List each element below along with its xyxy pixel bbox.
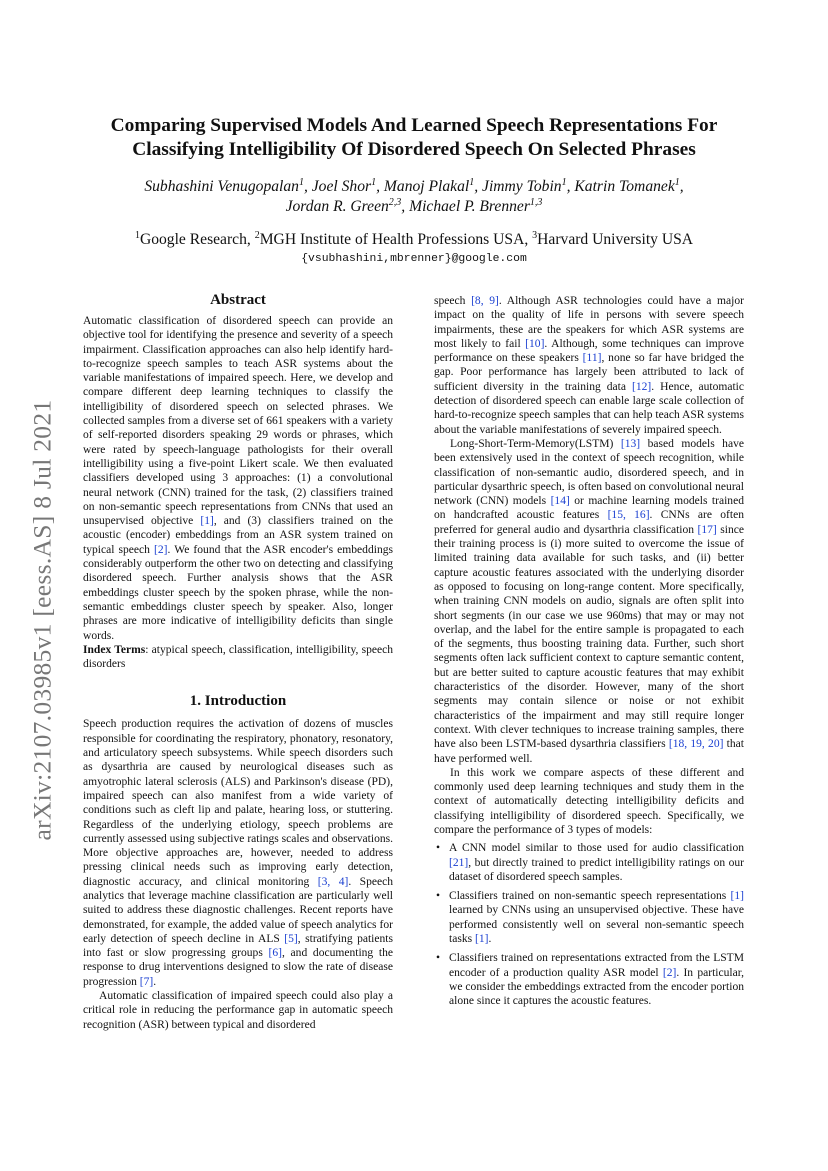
author: Jimmy Tobin$^1$, — [482, 176, 575, 195]
abstract-text: Automatic classification of disordered speech can provide an objective tool for identifying the presence and severity of a speech impairment. Classification approaches can also help identify hard-to-recognize speech samples to teach ASR systems about the variable manifestations of impaired speech. Here, we develop and compare different deep learning techniques to classify the intelligibility of disordered speech on selected phrases. We collected samples from a diverse set of 661 speakers with a variety of self-reported disorders speaking 29 words or phrases, which were rated by speech-language pathologists for their overall intelligibility using a five-point Likert scale. We then evaluated classifiers developed using 3 approaches: (1) a convolutional neural network (CNN) trained for the task, (2) classifiers trained on non-semantic speech representations from CNNs that used an unsupervised objective [1], and (3) classifiers trained on the acoustic (encoder) embeddings from an ASR system trained on typical speech [2]. We found that the ASR encoder's embeddings considerably outperform the other two on detecting and classifying disordered speech. Further analysis shows that the ASR embeddings cluster speech by the spoken phrase, while the non-semantic embeddings cluster speech by speaker. Also, longer phrases are more indicative of intelligibility deficits than single words. — [83, 315, 393, 642]
intro-paragraph-4: In this work we compare aspects of these different and commonly used deep learning techniques and study them in the context of automatically detecting intelligibility deficits and classifying intelligibility of disordered speech. Specifically, we compare the performance of 3 types of models: — [434, 766, 744, 836]
right-column — [434, 294, 744, 1014]
author-list — [80, 177, 748, 217]
citation-link[interactable]: [2] — [154, 543, 168, 556]
citation-link[interactable]: [5] — [284, 932, 298, 945]
author: Jordan R. Green$^{2,3}$, — [285, 196, 410, 215]
intro-paragraph-2b: speech [8, 9]. Although ASR technologies could have a major impact on the quality of life in persons with severe speech impairments, these are the speakers for which ASR systems are most likely to fail [10]. Although, some techniques can improve performance on these speakers [11], none so far have bridged the gap. Poor performance has largely been attributed to lack of sufficient diversity in the training data [12]. Hence, automatic detection of disordered speech can enable large scale collection of hard-to-recognize speech samples that can help teach ASR systems about the variable manifestations of severely impaired speech. — [434, 295, 744, 436]
author-line-1 — [80, 177, 748, 197]
intro-heading: 1. Introduction — [189, 693, 287, 710]
citation-link[interactable]: [21] — [449, 856, 469, 869]
arxiv-id[interactable]: arXiv:2107.03985v1 [eess.AS] 8 Jul 2021 — [27, 399, 57, 841]
citation-link[interactable]: [17] — [697, 523, 717, 536]
citation-link[interactable]: [7] — [139, 975, 154, 988]
affiliations: $^1$Google Research, $^2$MGH Institute of Health Professions USA, $^3$Harvard University USA — [134, 229, 694, 248]
author: Michael P. Brenner$^{1,3}$ — [409, 196, 543, 215]
citation-link[interactable]: [12] — [631, 380, 652, 393]
citation-link[interactable]: [14] — [550, 495, 570, 508]
citation-link[interactable]: [2] — [662, 966, 677, 979]
citation-link[interactable]: [11] — [582, 352, 602, 365]
list-item: • A CNN model similar to those used for audio classification [21], but directly trained to predict intelligibility ratings on our dataset of disordered speech samples. — [434, 841, 744, 884]
citation-link[interactable]: [3, 4] — [317, 875, 349, 888]
abstract-heading: Abstract — [210, 292, 266, 308]
citation-link[interactable]: [13] — [620, 437, 641, 450]
author: Joel Shor$^1$, — [311, 176, 384, 195]
citation-link[interactable]: [8, 9] — [471, 295, 499, 307]
arxiv-stamp — [22, 380, 62, 860]
author-line-2 — [80, 197, 748, 217]
contact-email[interactable]: {vsubhashini,mbrenner}@google.com — [301, 253, 527, 265]
citation-link[interactable]: [1] — [730, 890, 744, 903]
left-column — [83, 290, 393, 1032]
author: Subhashini Venugopalan$^1$, — [144, 176, 312, 195]
author: Katrin Tomanek$^1$, — [574, 176, 684, 195]
list-item: • Classifiers trained on representations extracted from the LSTM encoder of a production quality ASR model [2]. In particular, we consider the embeddings extracted from the encoder portion alone since it captures the acoustic features. — [434, 951, 744, 1008]
intro-paragraph-3: Long-Short-Term-Memory(LSTM) [13] based models have been extensively used in the context of speech recognition, while classification of non-semantic audio, disordered speech, and in particular dysarthric speech, is often based on convolutional neural network (CNN) models [14] or machine learning models trained on handcrafted acoustic features [15, 16]. CNNs are often preferred for general audio and dysarthria classification [17] since their training process is (i) more suited to overcome the issue of limited training data available for such tasks, and (ii) better capture acoustic features associated with the underlying disorder as opposed to focusing on long-range content. More specifically, when training CNN models on audio, signals are often split into short segments (in our case we use 960ms) that may or may not overlap, and the label for the entire sample is propagated to each of the segments, thus boosting training data. Further, such short segments often lack sufficient context to capture semantic content, but are better suited to capture acoustic features that may exhibit characteristics of the disorder. However, many of the short segments may contain silence or noise or not exhibit characteristics of the impairment and may still require longer context. With clever techniques to increase training samples, there have also been LSTM-based dysarthria classifiers [18, 19, 20] that have performed well. — [434, 437, 745, 765]
citation-link[interactable]: [1] — [200, 515, 214, 528]
citation-link[interactable]: [6] — [268, 947, 282, 960]
paper-title: Comparing Supervised Models And Learned Speech Representations For Classifying Intelligibility Of Disordered Speech On Selected Phrases — [110, 115, 718, 160]
citation-link[interactable]: [18, 19, 20] — [668, 738, 724, 751]
citation-link[interactable]: [15, 16] — [607, 509, 650, 522]
intro-paragraph-2a: Automatic classification of impaired speech could also play a critical role in reducing the performance gap in automatic speech recognition (ASR) between typical and disordered — [83, 990, 393, 1031]
citation-link[interactable]: [10] — [525, 337, 545, 350]
citation-link[interactable]: [1] — [474, 933, 489, 946]
model-list — [434, 841, 744, 1008]
intro-paragraph-1: Speech production requires the activation of dozens of muscles responsible for coordinating the respiratory, phonatory, resonatory, and articulatory speech subsystems. While speech disorders such as dysarthria are caused by neurological diseases such as amyotrophic lateral sclerosis (ALS) and Parkinson's disease (PD), impaired speech can also manifest from a wide variety of conditions such as cleft lip and palate, hearing loss, or stuttering. Regardless of the underlying etiology, speech problems are currently assessed using subjective ratings scales and observations. More objective approaches are, however, needed to address pressing clinical needs such as improving early detection, diagnostic accuracy, and clinical monitoring [3, 4]. Speech analytics that leverage machine classification are particularly well suited to address these diagnostic challenges. Recent reports have demonstrated, for example, the added value of speech analytics for early detection of speech decline in ALS [5], stratifying patients into fast or slow progressing groups [6], and documenting the response to drug interventions designed to slow the rate of disease progression [7]. — [83, 718, 393, 988]
index-terms: Index Terms: atypical speech, classification, intelligibility, speech disorders — [83, 643, 394, 671]
list-item: • Classifiers trained on non-semantic speech representations [1] learned by CNNs using an unsupervised objective. These have performed consistently well on several non-semantic speech tasks [1]. — [434, 889, 744, 946]
author: Manoj Plakal$^1$, — [383, 176, 483, 195]
